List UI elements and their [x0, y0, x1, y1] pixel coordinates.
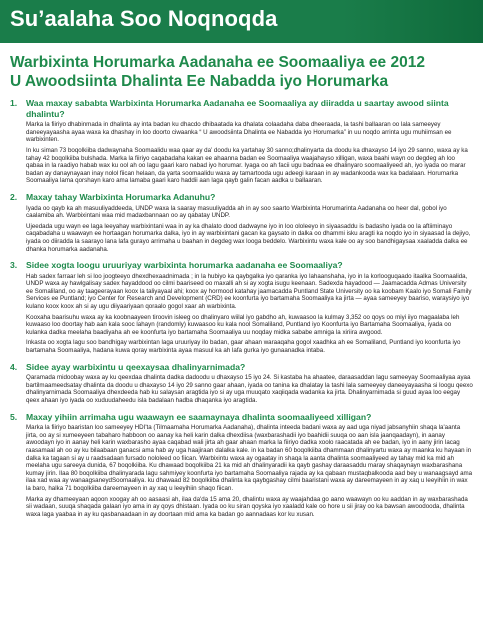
answer-paragraph: In ku siman 73 boqolkiiba dadwaynaha Soomaalidu waa qaar ay da’ doodu ka yartahay 30 sanno;dhalinyarta da doodu ka dhaxayso 14 iyo 29 sanno, waxa ay ka tahay 42 boqolkiiba bulshada. Marka la fiiriyo caqabadaha kakan ee ahaanna badan ee Soomaaliya waajahayso xilligan, waxa baahi wayn oo degdeg ah loo qabaa in la raadiyo habab wax ku ool ah oo lagu gaari karo nabad iyo horumar. Iyaga oo ah facii ugu badnaa ee dhalinyaro soomaaliyeed ah, iyo iyada oo marar badan ay danaynayaan inay nolol fiican helaan, da yarta soomaalidu waxa ay tamartooda ugu adeegi karaan in ay wadankooda wax ka badalaan. Horumarka Soomaaliya lama qorshayn karo ama lamaba gaari karo haddii aan laga qayb galin facan aadka u ballaaran. — [26, 146, 468, 185]
answer-paragraph: Marka la fiiriyo baaristan loo sameeyey HDI'ta (Tilmaamaha Horumarka Aadanaha), dhalinta inteeda badani waxa ay aad uga niyad jabsanyhiin shaqa la'aanta jirta, oo ay si xumeeyeen tabaharo habboon oo aanay ka heli karin dalka dhexdiisa (waxbarashadii iyo baahidii suuqa oo aan isla jaanqaadayn), in aanay awoodayn iyo in aanay heli karin waxbarasho ayaa caqabad wali jirta ah gaar ahaan marka la fiiriyo dadka xoolo raacatada ah ee badan, iyo in aany jirin lacag raasamaal ah oo ay ku bilaabaan ganacsi ama hab ay uga haajiraan dalalka kale. in ka badan 60 boqolkiiba dhammaan dhalinyartu waxa ay maanka ku hayaan in dalka ka tagaan si ay u raadsadaan fursado nololeed oo fiican. Warbixintu waxa ay ogaatay in shaqa la aanta dhalinta soomaaliyeed ay tahay mid ka mid ah meelaha ugu sareeya dunida, 67 boqolkiiba. Ku dhawaad boqolkiiba 21 ka mid ah dhalinyaradii ka qayb gashay daraasaddu maray shaqaynayn waxbarashana kumay jirin. Ilaa 80 boqolkiiba dhalinyarada lagu sahmiyey koonfurta iyo bartamaha Soomaaliya rajada ay ka qabaan mustaqbalkooda aad bey u wanaagsayd ama ilaa xad waa ay wanaagsaneydSoomaaliya. ku dhawaad 82 boqolkiiba dhalinta ka qaybgashay cilmi baaristani waxa ay dareemayeen in ay xaq u leeyihiin in wax la baro, halka 71 boqolkiiba dareemayeen in ay xaq u leeyihiin shaqo fiican. — [26, 424, 473, 492]
question-row — [10, 192, 473, 203]
answer-paragraph: Marka ay dhameeyaan aqoon xoogay ah oo aasaasi ah, ilaa da'da 15 ama 20, dhalintu waxa ay waajahdaa go aano waawayn oo ku aaddan in ay waxbarashada sii wadaan, suuqa shaqada galaan iyo ama in ay qoys dhistaan. Iyada oo ku siran qoyska iyo xaaladd kale oo hore u sii jiray oo ka bawsan awoodooda, dhalinta waxa laga yaabaa in ay ku qasbanaadaan in ay doortaan mid ama ka badan go aannadaas kor ku xusan. — [26, 495, 468, 518]
question-number: 1. — [10, 98, 18, 108]
question-number: 2. — [10, 191, 18, 202]
question-row — [10, 412, 473, 423]
page-title: Su’aalaha Soo Noqnoqda — [10, 6, 278, 31]
document-title-line-1: Warbixinta Horumarka Aadanaha ee Soomaaliya ee 2012 — [10, 54, 425, 71]
header-band — [0, 0, 483, 43]
question-heading: Sidee ayay warbixintu u qeexaysaa dhalinyarnimada? — [26, 361, 246, 372]
answer-paragraph: Kooxaha baarisuhu waxa ay ka koobnaayeen tiroovin isleeg oo dhalinyaro wiilal iyo gabdho ah, kuwaasoo la kulmay 3,352 oo qoys oo miyi iiyo magaalaba leh kuwaaso loo doortay hab aan kala sooc lahayn (randomly) kuwaasoo ku kala nool Somaliland, Puntland iyo Koonfurta iyo Bartamaha Soomaaliya, iyada oo kulanka dadka meelaha baadiyaha ah ee koonfurta iyo bartamaha Soomaaliya uu noqday midka sababe amniga la xiriira awgood. — [26, 313, 460, 336]
question-number: 5. — [10, 411, 18, 422]
question-number: 3. — [10, 260, 18, 271]
question-row — [10, 260, 473, 271]
faq-section-3 — [10, 260, 473, 355]
answer-paragraph: Hab sadex farraar leh si loo joogteeyo dhexdhexaadnimada ; in la hubiyo ka qaybgalka iyo qaranka iyo lahaanshaha, iyo in la korlooguqaado itaalka Soomaalida, UNDP waxa ay hawlgalisay sadex hayaddood oo cilmi baariseed oo maxalli ah si ay xogta isugu keenaan. Sadexda hayadood — Jaamacadda Admas University ee Somaliland, oo ay taageerayaan koox la taliyayaal ahi; koox ay hormood katahay jaamacadda Puntland State University oo ka koobam Kaalo iyo Somali Family Services ee Puntland; iyo Center for Research and Development (CRD) ee koonfurta iyo bartamaha Soomaaliya ka jirta — ayaa sameeyey baariso, waraysiyo iyo kulano koox koox ah si ay ugu diiyaariyaan qoraalo gogol xaar ah warbixinta. — [26, 272, 472, 311]
document-title — [10, 53, 473, 91]
document-body — [0, 43, 483, 518]
question-row — [10, 98, 473, 119]
question-heading: Maxay yihiin arrimaha ugu waawayn ee saamaynaya dhalinta soomaaliyeed xilligan? — [26, 411, 372, 422]
question-heading: Sidee xogta loogu uruuriyay warbixinta horumarka aadanaha ee Soomaaliya? — [26, 260, 343, 271]
faq-section-2 — [10, 192, 473, 253]
question-number: 4. — [10, 361, 18, 372]
header-band-shade — [343, 0, 483, 43]
answer-paragraph: Iyada oo qayb ka ah masuuliyaddeeda, UNDP waxa la saaray masuuliyadda ah in ay soo saarto Warbixinta Horumarinta Aadanaha oo heer dal, gobol iyo caalamiba ah. Warbixintani waa mid madaxbannaan oo ay qabatay UNDP. — [26, 204, 447, 220]
faq-section-5 — [10, 412, 473, 519]
faq-section-1 — [10, 98, 473, 185]
answer-paragraph: Ujeedada ugu wayn ee laga leeyahay warbixintani waa in ay ka dhalato dood dadwayne iyo in loo ololeeyo in siyaasaddu is badasho iyada oo la aftiiminayo caqabadaha u waawayn ee hortaagan horumarka dalka, iyo in ay warbixintani gacan ka gaysato in dalka oo dhammi isku aragti ka noqdo iyo in siyaasad la dejiyo, iyada oo diiradda la saarayo lana lafa gurayo arrimaha u baahan in degdeg wax looga beddelo. Warbixintu waxa kale oo ay soo bandhigaysaa xaaladda dalka ee dhanka horumarka aadanaha. — [26, 222, 471, 253]
document-title-line-2: U Awoodsiinta Dhalinta Ee Nabadda iyo Horumarka — [10, 73, 389, 90]
faq-section-4 — [10, 362, 473, 405]
question-row — [10, 362, 473, 373]
answer-paragraph: Marka la fiiriyo dhabinmada in dhalinta ay inta badan ku dhacdo dhibaatada ka dhalata colaadaha daba dheeraada, la tashi ballaaran oo lala sameeyey daneeyayaasha ayaa waxa ka dhashay in loo doorto ciwaanka “ U awoodsiinta Dhalinta ee Nabadda iyo Horumarka” in uu noqdo arrinta ugu muhiimsan ee warbixinten. — [26, 121, 452, 144]
answer-paragraph: Qaramada midoobay waxa ay ku qeexdaa dhalinta dadka dadoodu u dhaxayso 15 iyo 24. Si kastaba ha ahaatee, daraasaddan lagu sameeyay Soomaaliyaa ayaa bartilmaameedsatay dhalinta da doodu u dhaxayso 14 iyo 29 sanno gaar ahaan, iyada oo tanina ka dhalatay la tashi lala sameeyey daneeyayaasha si loogu qeexo dhalinyarnimada Soomaaliya dhexdeeda hab ku salaysan aragtida iyo si ay uga muuqato xaqiiqada wadanka ka jirta. Dhalinyarnimada si guud ayaa loo eegay qeex ahaan iyo iyada oo xuduudaheedu isla badalaan hadba dhaqanka iyo aragtida. — [26, 374, 473, 404]
question-heading: Waa maxay sababta Warbixinta Horumarka Aadanaha ee Soomaaliya ay diiradda u saartay awood siinta dhalintu? — [26, 98, 449, 119]
question-heading: Maxay tahay Warbixinta Horumarka Adanuhu? — [26, 191, 216, 202]
answer-paragraph: Inkasta oo xogta lagu soo bandhigay warbixintan laga uruuriyay ilo badan, gaar ahaan waraaqaha gogol xaadhka ah ee Somaliland, Puntland iyo koonfurta iyo bartamaha Soomaaliya, hadana kuwa qoray warbixinta ayaa masuul ka ah lafa gurka iyo gunaanadka intaba. — [26, 339, 461, 355]
